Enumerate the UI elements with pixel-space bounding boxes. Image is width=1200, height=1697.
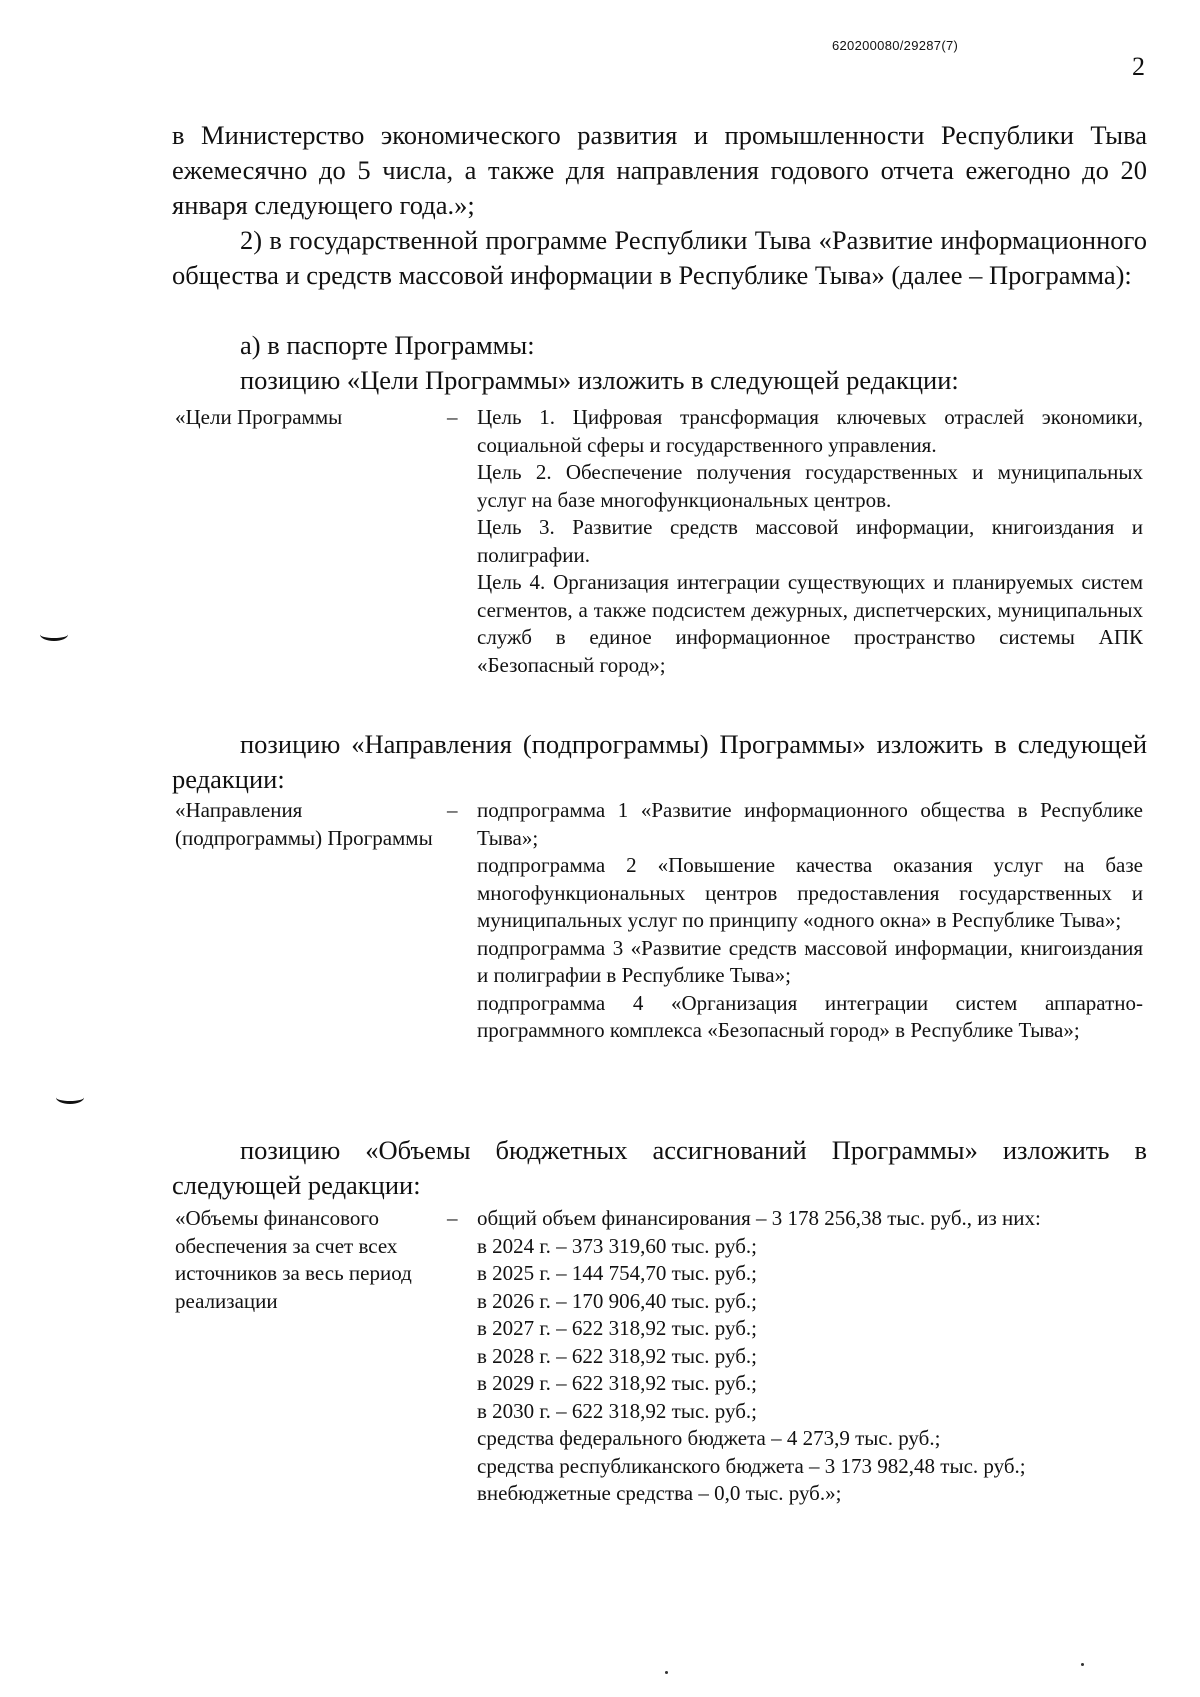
intro-paragraph-2: 2) в государственной программе Республики Тыва «Развитие информационного общества и средств массовой информации в Республике Тыва» (далее – Программа): (172, 225, 1147, 290)
goals-list (477, 404, 1143, 679)
goal-item-3: Цель 3. Развитие средств массовой информации, книгоиздания и полиграфии. (477, 515, 1143, 567)
funding-item-total: общий объем финансирования – 3 178 256,38 тыс. руб., из них: (477, 1206, 1041, 1230)
funding-label: «Объемы финансового обеспечения за счет всех источников за весь период реализации (175, 1206, 412, 1313)
funding-item-2029: в 2029 г. – 622 318,92 тыс. руб.; (477, 1371, 757, 1395)
intro-paragraph-1: в Министерство экономического развития и промышленности Республики Тыва ежемесячно до 5 числа, а также для направления годового отчета ежегодно до 20 января следующего года.»; (172, 120, 1147, 220)
funding-item-2030: в 2030 г. – 622 318,92 тыс. руб.; (477, 1398, 757, 1423)
directions-list (477, 797, 1143, 1045)
funding-item-2024: в 2024 г. – 373 319,60 тыс. руб.; (477, 1233, 757, 1258)
funding-dash: – (447, 1206, 458, 1230)
funding-intro: позицию «Объемы бюджетных ассигнований Программы» изложить в следующей редакции: (172, 1135, 1147, 1200)
intro-paragraph-4: позицию «Цели Программы» изложить в следующей редакции: (240, 365, 959, 395)
funding-item-2028: в 2028 г. – 622 318,92 тыс. руб.; (477, 1343, 757, 1368)
funding-item-republican: средства республиканского бюджета – 3 173 982,48 тыс. руб.; (477, 1453, 1026, 1478)
directions-label: «Направления (подпрограммы) Программы (175, 798, 433, 850)
page-number: 2 (1132, 52, 1145, 81)
directions-dash: – (447, 798, 458, 822)
scan-speck (665, 1671, 668, 1674)
funding-item-2025: в 2025 г. – 144 754,70 тыс. руб.; (477, 1261, 757, 1285)
funding-item-2026: в 2026 г. – 170 906,40 тыс. руб.; (477, 1288, 757, 1313)
intro-paragraph-3: а) в паспорте Программы: (240, 330, 535, 360)
subprogram-item-2: подпрограмма 2 «Повышение качества оказания услуг на базе многофункциональных центров предоставления государственных и муниципальных услуг по принципу «одного окна» в Республике Тыва»; (477, 853, 1143, 932)
goals-label: «Цели Программы (175, 405, 343, 429)
scan-mark (56, 1091, 84, 1104)
directions-intro: позицию «Направления (подпрограммы) Программы» изложить в следующей редакции: (172, 729, 1147, 794)
goal-item-1: Цель 1. Цифровая трансформация ключевых отраслей экономики, социальной сферы и государственного управления. (477, 405, 1143, 457)
subprogram-item-3: подпрограмма 3 «Развитие средств массовой информации, книгоиздания и полиграфии в Республике Тыва»; (477, 935, 1143, 987)
funding-item-extrabudgetary: внебюджетные средства – 0,0 тыс. руб.»; (477, 1481, 842, 1505)
scan-speck (1081, 1663, 1084, 1666)
goal-item-4: Цель 4. Организация интеграции существующих и планируемых систем сегментов, а также подсистем дежурных, диспетчерских, муниципальных служб в единое информационное пространство системы АПК «Безопасный город»; (477, 570, 1143, 677)
funding-list (477, 1205, 1143, 1508)
scan-mark (40, 628, 68, 641)
goals-dash: – (447, 405, 458, 429)
subprogram-item-4: подпрограмма 4 «Организация интеграции систем аппаратно-программного комплекса «Безопасный город» в Республике Тыва»; (477, 990, 1143, 1042)
goal-item-2: Цель 2. Обеспечение получения государственных и муниципальных услуг на базе многофункциональных центров. (477, 460, 1143, 512)
funding-item-2027: в 2027 г. – 622 318,92 тыс. руб.; (477, 1316, 757, 1340)
funding-item-federal: средства федерального бюджета – 4 273,9 тыс. руб.; (477, 1426, 941, 1450)
subprogram-item-1: подпрограмма 1 «Развитие информационного общества в Республике Тыва»; (477, 798, 1143, 850)
document-number: 620200080/29287(7) (832, 38, 959, 53)
